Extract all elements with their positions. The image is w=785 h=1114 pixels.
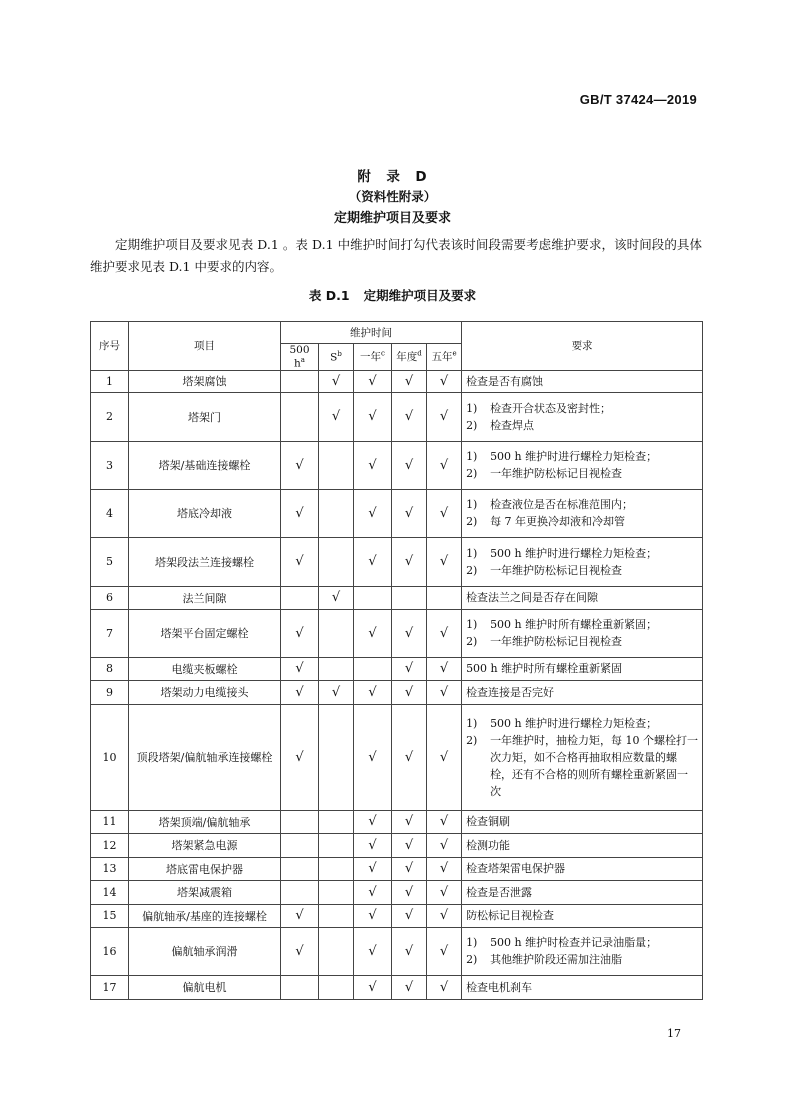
period-cell: [319, 810, 354, 833]
list-number: 1): [466, 618, 478, 631]
period-cell: √: [392, 489, 427, 537]
row-number: 13: [91, 857, 129, 880]
period-cell: [281, 975, 319, 999]
row-requirement: [462, 441, 703, 489]
table-title: 定期维护项目及要求: [363, 288, 477, 303]
row-number: 15: [91, 904, 129, 927]
header-period-4: [392, 344, 427, 371]
appendix-subtitle: （资料性附录）: [348, 189, 437, 204]
period-label: 一年: [360, 351, 382, 364]
period-cell: √: [427, 537, 462, 586]
period-cell: √: [427, 704, 462, 810]
row-requirement: [462, 537, 703, 586]
period-cell: √: [427, 975, 462, 999]
period-cell: [319, 857, 354, 880]
appendix-heading: 定期维护项目及要求: [333, 211, 451, 226]
requirement-text: 检测功能: [466, 838, 511, 852]
row-number: 16: [91, 927, 129, 975]
row-requirement: [462, 927, 703, 975]
period-footnote-mark: d: [417, 349, 422, 358]
period-cell: √: [392, 975, 427, 999]
row-item: 塔架段法兰连接螺栓: [129, 537, 281, 586]
list-text: 检查液位是否在标准范围内；: [490, 498, 634, 511]
row-requirement: [462, 370, 703, 392]
table-row: [91, 927, 703, 975]
period-cell: √: [281, 680, 319, 704]
period-cell: √: [392, 441, 427, 489]
period-cell: [281, 370, 319, 392]
period-cell: √: [427, 833, 462, 857]
requirement-list-item: [466, 562, 698, 579]
period-cell: √: [354, 975, 392, 999]
period-cell: √: [354, 904, 392, 927]
requirement-text: 检查铜刷: [466, 815, 511, 828]
period-cell: √: [392, 857, 427, 880]
header-period-3: [354, 344, 392, 371]
list-text: 一年维护防松标记目视检查: [490, 635, 623, 648]
requirement-text: 检查电机刹车: [466, 980, 533, 994]
period-cell: √: [354, 680, 392, 704]
page-number: 17: [667, 1027, 681, 1040]
period-footnote-mark: a: [300, 356, 305, 364]
table-row: [91, 904, 703, 927]
requirement-list-item: [466, 616, 698, 633]
period-label: 500 h: [289, 344, 310, 370]
header-period-1: [281, 344, 319, 371]
list-text: 一年维护时，抽检力矩，每 10 个螺栓打一次力矩，如不合格再抽取相应数量的螺栓，还有不合格的则所有螺栓重新紧固一次: [490, 733, 699, 798]
row-item: 偏航轴承/基座的连接螺栓: [129, 904, 281, 927]
period-cell: [354, 657, 392, 680]
period-cell: [427, 586, 462, 609]
period-cell: √: [354, 927, 392, 975]
row-requirement: [462, 392, 703, 441]
table-row: [91, 489, 703, 537]
period-cell: [319, 537, 354, 586]
row-item: 塔架紧急电源: [129, 833, 281, 857]
list-text: 一年维护防松标记目视检查: [490, 563, 623, 577]
row-item: 偏航轴承润滑: [129, 927, 281, 975]
list-text: 检查开合状态及密封性；: [490, 401, 612, 415]
period-cell: √: [281, 927, 319, 975]
row-number: 1: [91, 370, 129, 392]
list-number: 1): [466, 401, 478, 415]
period-cell: √: [392, 880, 427, 904]
row-item: 塔架腐蚀: [129, 370, 281, 392]
period-cell: [281, 810, 319, 833]
maintenance-table: [90, 321, 703, 1000]
row-item: 塔架动力电缆接头: [129, 680, 281, 704]
period-cell: √: [354, 392, 392, 441]
period-cell: √: [319, 586, 354, 609]
period-cell: √: [392, 810, 427, 833]
list-text: 500 h 维护时所有螺栓重新紧固；: [490, 618, 658, 631]
period-cell: √: [392, 704, 427, 810]
period-cell: [281, 586, 319, 609]
period-cell: √: [354, 833, 392, 857]
period-cell: √: [392, 927, 427, 975]
list-number: 2): [466, 563, 478, 577]
period-footnote-mark: e: [452, 349, 457, 358]
period-cell: √: [354, 489, 392, 537]
header-period-5: [427, 344, 462, 371]
period-cell: √: [427, 657, 462, 680]
period-cell: [281, 833, 319, 857]
table-row: [91, 609, 703, 657]
requirement-list-item: [466, 496, 698, 513]
row-requirement: [462, 880, 703, 904]
period-cell: √: [427, 680, 462, 704]
period-cell: √: [427, 927, 462, 975]
period-cell: √: [392, 609, 427, 657]
period-cell: √: [427, 441, 462, 489]
period-cell: [354, 586, 392, 609]
row-requirement: [462, 810, 703, 833]
period-cell: √: [392, 392, 427, 441]
requirement-list-item: [466, 448, 698, 465]
row-item: 塔架/基础连接螺栓: [129, 441, 281, 489]
row-number: 4: [91, 489, 129, 537]
period-cell: [319, 704, 354, 810]
row-number: 5: [91, 537, 129, 586]
requirement-list-item: [466, 951, 698, 968]
row-number: 8: [91, 657, 129, 680]
period-footnote-mark: b: [337, 350, 342, 358]
list-number: 2): [466, 418, 478, 432]
requirement-list-item: [466, 513, 698, 530]
period-cell: √: [319, 392, 354, 441]
row-requirement: [462, 904, 703, 927]
requirement-list-item: [466, 633, 698, 650]
period-label: 五年: [431, 351, 453, 364]
period-cell: [319, 927, 354, 975]
row-requirement: [462, 833, 703, 857]
row-number: 10: [91, 704, 129, 810]
row-item: 法兰间隙: [129, 586, 281, 609]
period-cell: √: [392, 680, 427, 704]
requirement-list-item: [466, 465, 698, 482]
period-cell: √: [392, 833, 427, 857]
row-item: 塔底冷却液: [129, 489, 281, 537]
requirement-text: 防松标记目视检查: [466, 909, 555, 922]
row-number: 14: [91, 880, 129, 904]
period-cell: √: [427, 904, 462, 927]
list-text: 500 h 维护时进行螺栓力矩检查；: [490, 450, 658, 463]
list-text: 每 7 年更换冷却液和冷却管: [490, 515, 626, 528]
row-requirement: [462, 680, 703, 704]
row-requirement: [462, 657, 703, 680]
table-row: [91, 680, 703, 704]
requirement-list-item: [466, 417, 698, 434]
appendix-title: 附 录 D: [357, 169, 428, 185]
period-cell: [281, 392, 319, 441]
period-cell: √: [427, 857, 462, 880]
requirement-text: 500 h 维护时所有螺栓重新紧固: [466, 662, 623, 675]
period-cell: √: [281, 441, 319, 489]
row-item: 塔架门: [129, 392, 281, 441]
period-cell: √: [281, 537, 319, 586]
period-cell: √: [392, 904, 427, 927]
period-cell: √: [354, 704, 392, 810]
list-text: 检查焊点: [490, 418, 535, 432]
header-seq: 序号: [91, 322, 129, 371]
period-cell: √: [427, 370, 462, 392]
row-item: 顶段塔架/偏航轴承连接螺栓: [129, 704, 281, 810]
period-cell: √: [427, 392, 462, 441]
row-number: 3: [91, 441, 129, 489]
period-cell: √: [354, 537, 392, 586]
requirement-list-item: [466, 400, 698, 417]
table-row: [91, 857, 703, 880]
list-number: 1): [466, 716, 478, 730]
list-number: 2): [466, 953, 478, 966]
row-number: 12: [91, 833, 129, 857]
table-row: [91, 537, 703, 586]
row-requirement: [462, 586, 703, 609]
header-period-group: 维护时间: [281, 322, 462, 344]
list-text: 500 h 维护时检查并记录油脂量；: [490, 936, 658, 949]
row-requirement: [462, 489, 703, 537]
period-cell: √: [354, 441, 392, 489]
table-number: 表 D.1: [308, 288, 350, 303]
period-cell: √: [354, 609, 392, 657]
row-number: 2: [91, 392, 129, 441]
period-cell: [319, 609, 354, 657]
header-requirement: 要求: [462, 322, 703, 371]
period-cell: √: [427, 880, 462, 904]
intro-paragraph: 定期维护项目及要求见表 D.1 。表 D.1 中维护时间打勾代表该时间段需要考虑维护要求，该时间段的具体维护要求见表 D.1 中要求的内容。: [90, 237, 702, 274]
row-number: 6: [91, 586, 129, 609]
period-cell: √: [319, 370, 354, 392]
period-cell: √: [281, 657, 319, 680]
row-requirement: [462, 857, 703, 880]
period-cell: [319, 441, 354, 489]
period-cell: [319, 880, 354, 904]
requirement-text: 检查是否有腐蚀: [466, 374, 544, 388]
table-row: [91, 704, 703, 810]
period-cell: √: [392, 370, 427, 392]
period-cell: √: [354, 370, 392, 392]
table-row: [91, 441, 703, 489]
list-number: 1): [466, 546, 478, 560]
list-number: 2): [466, 635, 478, 648]
list-number: 1): [466, 936, 478, 949]
requirement-list-item: [466, 545, 698, 562]
row-item: 塔架平台固定螺栓: [129, 609, 281, 657]
requirement-list-item: [466, 732, 698, 800]
list-text: 其他维护阶段还需加注油脂: [490, 953, 623, 966]
list-number: 2): [466, 515, 478, 528]
row-requirement: [462, 975, 703, 999]
header-item: 项目: [129, 322, 281, 371]
table-caption: [0, 286, 785, 304]
list-number: 2): [466, 733, 478, 747]
table-row: [91, 833, 703, 857]
period-cell: [319, 975, 354, 999]
table-row: [91, 392, 703, 441]
period-cell: [281, 857, 319, 880]
list-text: 500 h 维护时进行螺栓力矩检查；: [490, 716, 658, 730]
requirement-list-item: [466, 934, 698, 951]
period-cell: √: [354, 857, 392, 880]
period-cell: √: [281, 609, 319, 657]
row-requirement: [462, 609, 703, 657]
period-cell: [319, 833, 354, 857]
requirement-text: 检查是否泄露: [466, 885, 533, 899]
list-text: 一年维护防松标记目视检查: [490, 467, 623, 480]
period-cell: [319, 657, 354, 680]
row-requirement: [462, 704, 703, 810]
list-number: 2): [466, 467, 478, 480]
period-cell: √: [319, 680, 354, 704]
table-row: [91, 880, 703, 904]
requirement-list-item: [466, 715, 698, 732]
row-number: 11: [91, 810, 129, 833]
period-cell: [319, 904, 354, 927]
table-row: [91, 975, 703, 999]
table-row: [91, 370, 703, 392]
row-item: 偏航电机: [129, 975, 281, 999]
period-footnote-mark: c: [381, 349, 385, 358]
list-text: 500 h 维护时进行螺栓力矩检查；: [490, 546, 658, 560]
row-number: 7: [91, 609, 129, 657]
period-cell: √: [392, 537, 427, 586]
period-cell: √: [354, 810, 392, 833]
period-label: S: [330, 351, 338, 364]
period-cell: √: [281, 904, 319, 927]
requirement-text: 检查连接是否完好: [466, 685, 555, 699]
row-number: 17: [91, 975, 129, 999]
table-row: [91, 657, 703, 680]
list-number: 1): [466, 450, 478, 463]
standard-number: GB/T 37424—2019: [579, 92, 697, 107]
row-item: 电缆夹板螺栓: [129, 657, 281, 680]
requirement-text: 检查法兰之间是否存在间隙: [466, 591, 599, 604]
table-row: [91, 586, 703, 609]
row-item: 塔架顶端/偏航轴承: [129, 810, 281, 833]
list-number: 1): [466, 498, 478, 511]
row-item: 塔架减震箱: [129, 880, 281, 904]
period-cell: [392, 586, 427, 609]
period-cell: √: [427, 609, 462, 657]
requirement-text: 检查塔架雷电保护器: [466, 862, 566, 875]
period-cell: √: [281, 704, 319, 810]
period-label: 年度: [396, 351, 418, 364]
row-item: 塔底雷电保护器: [129, 857, 281, 880]
period-cell: √: [392, 657, 427, 680]
period-cell: √: [427, 489, 462, 537]
period-cell: √: [354, 880, 392, 904]
period-cell: [319, 489, 354, 537]
row-number: 9: [91, 680, 129, 704]
period-cell: √: [281, 489, 319, 537]
period-cell: √: [427, 810, 462, 833]
header-period-2: [319, 344, 354, 371]
period-cell: [281, 880, 319, 904]
table-row: [91, 810, 703, 833]
